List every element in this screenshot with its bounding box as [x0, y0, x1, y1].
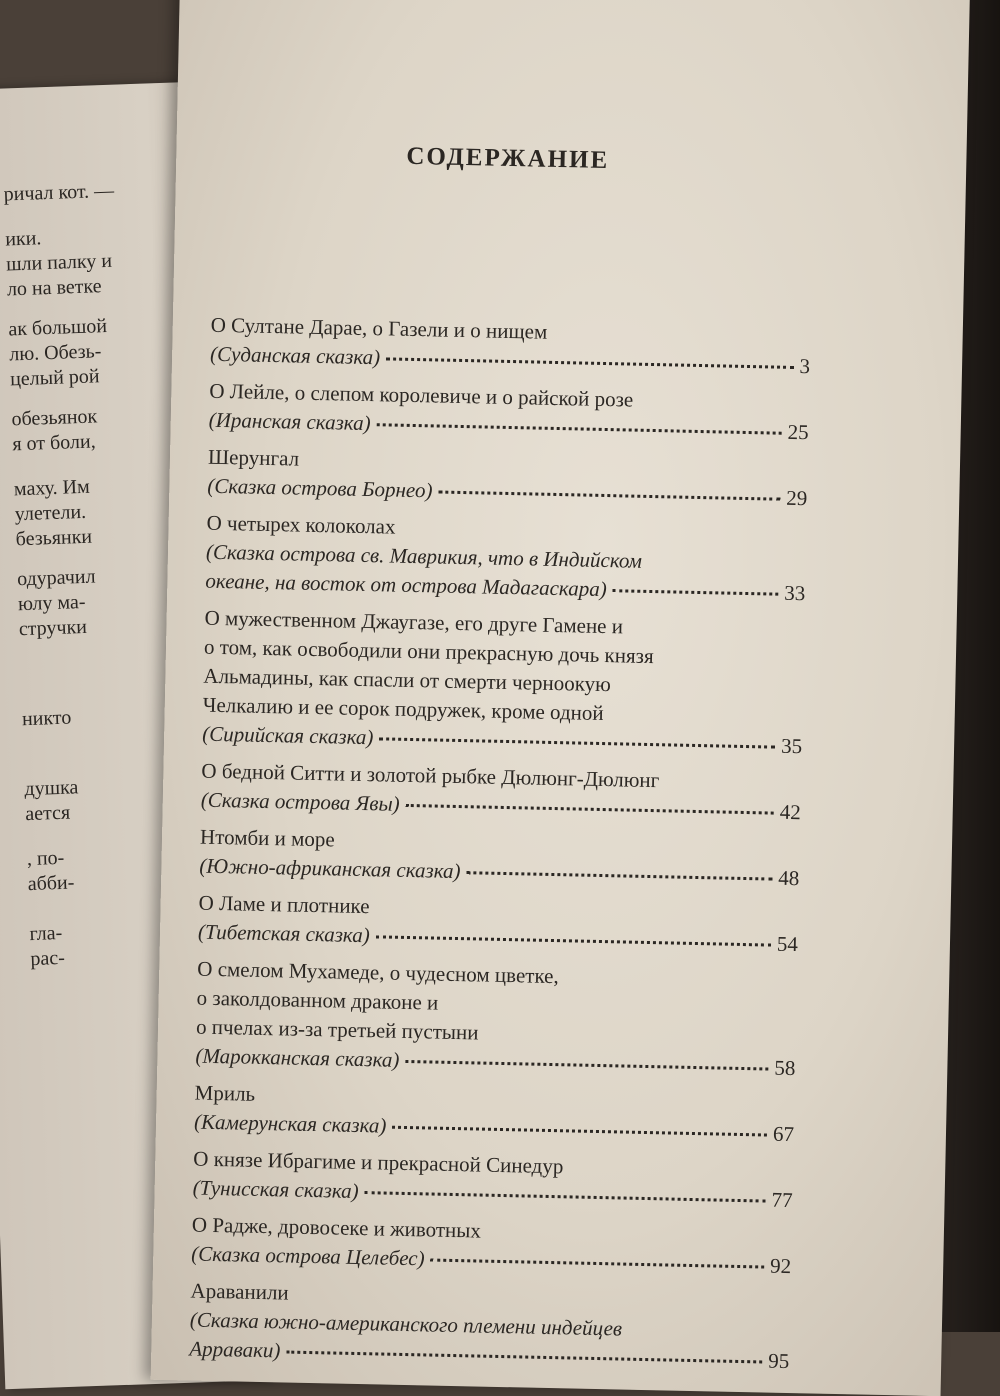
- dot-leader: [392, 1126, 767, 1137]
- left-text-line: душка: [24, 776, 79, 801]
- entry-page-number: 29: [786, 485, 808, 511]
- toc-entry: [207, 443, 808, 514]
- entry-title-line: Альмадины, как спасли от смерти черноокую: [203, 663, 612, 697]
- toc-entry: [202, 604, 805, 762]
- entry-subtitle: (Южно-африканская сказка): [199, 853, 461, 884]
- dot-leader: [466, 871, 772, 880]
- dot-leader: [406, 804, 774, 815]
- entry-subtitle-first-line: (Сказка острова св. Маврикия, что в Индийском: [205, 539, 643, 573]
- toc-entry: [205, 509, 807, 609]
- left-text-line: маху. Им: [13, 475, 91, 501]
- toc-entry: [199, 823, 800, 894]
- entry-subtitle: (Тибетская сказка): [197, 919, 370, 948]
- page-heading: СОДЕРЖАНИЕ: [406, 142, 610, 175]
- entry-subtitle: (Тунисская сказка): [192, 1175, 359, 1204]
- entry-page-number: 67: [772, 1121, 795, 1147]
- entry-subtitle: (Сказка острова Целебес): [191, 1241, 425, 1271]
- entry-title: Шерунгал: [207, 444, 300, 471]
- entry-title: О Султане Дарае, о Газели и о нищем: [210, 312, 548, 344]
- left-text-line: ло на ветке: [6, 275, 102, 301]
- entry-title: О бедной Ситти и золотой рыбке Дюлюнг-Дюлюнг: [201, 758, 660, 793]
- toc-entry: [191, 1211, 792, 1282]
- entry-subtitle: (Сказка острова Явы): [200, 787, 400, 816]
- entry-title-line: Челкалию и ее сорок подружек, кроме одной: [202, 692, 604, 726]
- entry-subtitle: (Камерунская сказка): [193, 1109, 387, 1138]
- left-text-line: одурачил: [16, 565, 96, 591]
- left-text-line: я от боли,: [12, 430, 97, 456]
- left-text-line: ричал кот. —: [3, 179, 115, 206]
- left-text-line: никто: [21, 706, 72, 731]
- entry-page-number: 95: [767, 1348, 790, 1374]
- entry-title-line: О смелом Мухамеде, о чудесном цветке,: [197, 956, 559, 989]
- left-text-line: целый рой: [9, 365, 100, 391]
- dot-leader: [377, 423, 782, 434]
- table-of-contents: [189, 311, 811, 1384]
- dot-leader: [286, 1351, 762, 1364]
- entry-subtitle: океане, на восток от острова Мадагаскара): [205, 568, 607, 602]
- entry-page-number: 25: [787, 419, 809, 445]
- entry-subtitle: (Сказка острова Борнео): [207, 473, 433, 503]
- left-text-line: рас-: [29, 946, 66, 971]
- entry-title: О Лейле, о слепом королевиче и о райской розе: [209, 378, 634, 412]
- dot-leader: [365, 1191, 766, 1202]
- entry-page-number: 42: [779, 799, 801, 825]
- left-text-line: улетели.: [14, 500, 87, 526]
- left-text-line: ается: [24, 801, 71, 826]
- entry-page-number: 77: [771, 1187, 793, 1213]
- left-text-line: ики.: [4, 227, 42, 251]
- dot-leader: [613, 589, 779, 595]
- toc-entry: [208, 377, 809, 448]
- toc-entry: [198, 889, 799, 960]
- entry-page-number: 35: [780, 733, 803, 759]
- toc-entry: [192, 1145, 793, 1216]
- entry-subtitle: (Суданская сказка): [209, 341, 381, 370]
- left-text-line: шли палку и: [5, 249, 113, 276]
- toc-entry: [194, 1079, 795, 1150]
- entry-page-number: 48: [778, 865, 800, 891]
- entry-title: Нтомби и море: [199, 824, 336, 852]
- entry-title: Араванили: [190, 1278, 289, 1305]
- entry-subtitle: (Марокканская сказка): [195, 1043, 400, 1072]
- left-text-line: юлу ма-: [17, 590, 86, 616]
- entry-title: О Радже, дровосеке и животных: [191, 1212, 482, 1243]
- entry-title-line: о заколдованном драконе и: [196, 985, 439, 1015]
- left-text-line: лю. Обезь-: [8, 340, 102, 366]
- dot-leader: [386, 357, 793, 369]
- entry-title-line: О мужественном Джаугазе, его друге Гамене и: [204, 605, 624, 639]
- left-text-line: ак большой: [8, 315, 108, 341]
- toc-entry: [195, 955, 797, 1084]
- left-text-line: безьянки: [15, 525, 93, 551]
- entry-title: О четырех колоколах: [206, 510, 396, 539]
- entry-title: Мриль: [194, 1080, 256, 1106]
- left-text-line: обезьянок: [11, 405, 98, 431]
- entry-page-number: 54: [776, 931, 799, 957]
- entry-subtitle: (Сирийская сказка): [201, 721, 374, 750]
- entry-page-number: 3: [799, 354, 811, 379]
- dot-leader: [376, 935, 771, 946]
- toc-entry: [189, 1277, 791, 1377]
- entry-title: О князе Ибрагиме и прекрасной Синедур: [193, 1146, 564, 1179]
- dot-leader: [379, 737, 775, 748]
- left-text-line: абби-: [27, 871, 75, 896]
- toc-entry: [210, 311, 811, 382]
- entry-title-line: о пчелах из-за третьей пустыни: [195, 1014, 479, 1045]
- dot-leader: [431, 1259, 765, 1269]
- dot-leader: [405, 1060, 768, 1071]
- dot-leader: [438, 491, 780, 501]
- entry-page-number: 58: [774, 1055, 796, 1081]
- left-text-line: гла-: [29, 921, 63, 946]
- entry-page-number: 92: [769, 1253, 792, 1279]
- entry-page-number: 33: [784, 580, 806, 606]
- left-text-line: , по-: [26, 846, 65, 871]
- left-text-line: стручки: [18, 615, 88, 641]
- entry-subtitle-first-line: (Сказка южно-американского племени индейцев: [189, 1307, 623, 1341]
- entry-title: О Ламе и плотнике: [198, 890, 370, 919]
- contents-page: [151, 0, 970, 1396]
- toc-entry: [201, 757, 802, 828]
- entry-title-line: о том, как освободили они прекрасную дочь князя: [203, 634, 654, 669]
- entry-subtitle: Арраваки): [189, 1336, 281, 1363]
- entry-subtitle: (Иранская сказка): [208, 407, 371, 436]
